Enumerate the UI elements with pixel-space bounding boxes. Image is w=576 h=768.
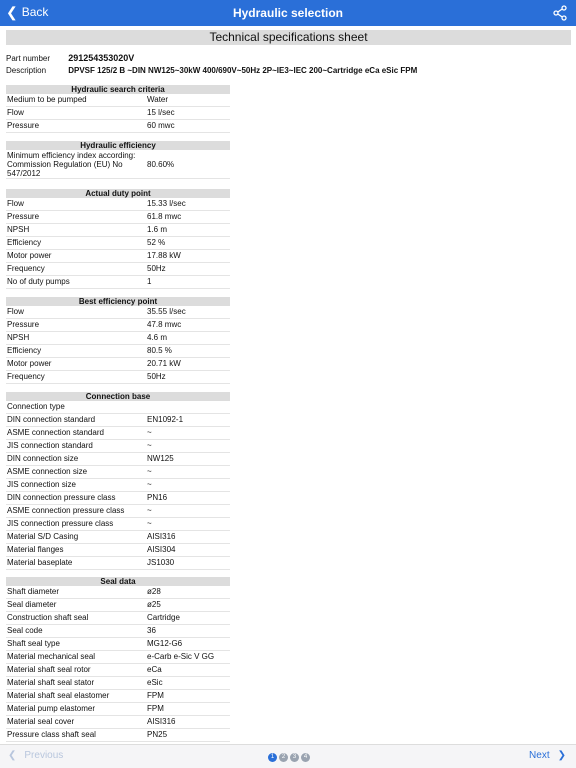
part-number-row (6, 53, 134, 63)
spec-row (6, 453, 230, 466)
spec-label: Shaft diameter (7, 587, 60, 596)
spec-row (6, 677, 230, 690)
spec-row (6, 599, 230, 612)
section-connection-base (6, 392, 230, 570)
spec-value: ~ (147, 467, 152, 476)
section-header: Seal data (6, 577, 230, 586)
spec-row (6, 466, 230, 479)
spec-row (6, 664, 230, 677)
spec-label: Motor power (7, 359, 52, 368)
spec-value: 15 l/sec (147, 108, 175, 117)
spec-label: Flow (7, 108, 24, 117)
share-icon[interactable] (552, 5, 568, 21)
spec-row (6, 250, 230, 263)
spec-label: Material shaft seal elastomer (7, 691, 110, 700)
spec-row (6, 319, 230, 332)
spec-label: Connection type (7, 402, 65, 411)
spec-label: JIS connection pressure class (7, 519, 114, 528)
section-duty-point (6, 189, 230, 289)
spec-value: 20.71 kW (147, 359, 181, 368)
spec-value: Water (147, 95, 169, 104)
previous-label: Previous (24, 750, 64, 761)
spec-row (6, 211, 230, 224)
description-row (6, 66, 417, 75)
section-efficiency (6, 141, 230, 179)
chevron-left-icon: ❮ (8, 750, 17, 761)
spec-label: Shaft seal type (7, 639, 60, 648)
spec-label: DIN connection standard (7, 415, 96, 424)
spec-row (6, 345, 230, 358)
spec-label: Motor power (7, 251, 52, 260)
spec-value: e-Carb e-Sic V GG (147, 652, 215, 661)
spec-row (6, 306, 230, 319)
spec-value: NW125 (147, 454, 174, 463)
spec-value: 35.55 l/sec (147, 307, 186, 316)
spec-value: 4.6 m (147, 333, 168, 342)
spec-value: ~ (147, 480, 152, 489)
spec-label: Frequency (7, 372, 45, 381)
spec-value: 80.60% (147, 160, 175, 169)
spec-row (6, 263, 230, 276)
spec-value: 17.88 kW (147, 251, 181, 260)
spec-row (6, 120, 230, 133)
section-best-efficiency (6, 297, 230, 384)
spec-value: 47.8 mwc (147, 320, 182, 329)
spec-row (6, 612, 230, 625)
spec-row (6, 224, 230, 237)
spec-row (6, 729, 230, 742)
page-dot[interactable]: 2 (279, 753, 288, 762)
spec-label: ASME connection pressure class (7, 506, 125, 515)
spec-label: Minimum efficiency index according: Commission Regulation (EU) No 547/2012 (7, 151, 136, 178)
spec-row (6, 479, 230, 492)
spec-row (6, 150, 230, 179)
spec-value: 36 (147, 626, 156, 635)
spec-label: JIS connection size (7, 480, 76, 489)
spec-label: Seal diameter (7, 600, 57, 609)
spec-label: Material S/D Casing (7, 532, 79, 541)
page-title: Hydraulic selection (232, 6, 344, 20)
spec-row (6, 198, 230, 211)
spec-row (6, 557, 230, 570)
sheet-title: Technical specifications sheet (6, 30, 571, 45)
spec-row (6, 690, 230, 703)
spec-value: PN16 (147, 493, 168, 502)
spec-label: Pressure (7, 121, 40, 130)
spec-row (6, 544, 230, 557)
spec-label: Material seal cover (7, 717, 75, 726)
footer-bar (0, 744, 576, 768)
description-value: DPVSF 125/2 B ~DIN NW125~30kW 400/690V~50Hz 2P~IE3~IEC 200~Cartridge eCa eSic FPM (68, 66, 418, 75)
spec-value: 60 mwc (147, 121, 175, 130)
spec-value: 52 % (147, 238, 166, 247)
spec-label: ASME connection size (7, 467, 88, 476)
spec-row (6, 107, 230, 120)
spec-value: 15.33 l/sec (147, 199, 186, 208)
spec-value: ~ (147, 441, 152, 450)
spec-row (6, 401, 230, 414)
spec-value: ~ (147, 519, 152, 528)
spec-row (6, 703, 230, 716)
spec-label: DIN connection size (7, 454, 79, 463)
spec-value: 80.5 % (147, 346, 172, 355)
spec-value: ø25 (147, 600, 161, 609)
spec-label: Material pump elastomer (7, 704, 96, 713)
spec-label: Material flanges (7, 545, 64, 554)
page-indicator (268, 753, 310, 762)
spec-value: ~ (147, 506, 152, 515)
spec-label: JIS connection standard (7, 441, 93, 450)
section-search (6, 85, 230, 133)
section-header: Actual duty point (6, 189, 230, 198)
spec-value: FPM (147, 691, 164, 700)
spec-label: No of duty pumps (7, 277, 70, 286)
spec-value: Cartridge (147, 613, 180, 622)
spec-row (6, 716, 230, 729)
spec-label: Efficiency (7, 238, 42, 247)
spec-row (6, 237, 230, 250)
spec-row (6, 276, 230, 289)
spec-row (6, 531, 230, 544)
spec-row (6, 94, 230, 107)
spec-row (6, 358, 230, 371)
spec-label: Pressure (7, 212, 40, 221)
section-header: Hydraulic search criteria (6, 85, 230, 94)
spec-row (6, 440, 230, 453)
description-label: Description (6, 66, 47, 75)
spec-label: Efficiency (7, 346, 42, 355)
spec-row (6, 518, 230, 531)
spec-label: ASME connection standard (7, 428, 104, 437)
page-dot[interactable]: 4 (301, 753, 310, 762)
spec-label: NPSH (7, 333, 30, 342)
spec-label: DIN connection pressure class (7, 493, 116, 502)
spec-row (6, 414, 230, 427)
chevron-left-icon: ❮ (6, 4, 18, 20)
section-seal-data (6, 577, 230, 742)
next-button[interactable] (529, 750, 566, 761)
spec-label: Medium to be pumped (7, 95, 87, 104)
spec-label: Pressure (7, 320, 40, 329)
spec-label: Seal code (7, 626, 43, 635)
spec-label: NPSH (7, 225, 30, 234)
spec-value: ø28 (147, 587, 161, 596)
page-dot[interactable]: 1 (268, 753, 277, 762)
spec-value (147, 401, 230, 413)
spec-value: PN25 (147, 730, 168, 739)
spec-row (6, 371, 230, 384)
spec-row (6, 651, 230, 664)
spec-row (6, 505, 230, 518)
spec-value: AISI316 (147, 532, 176, 541)
chevron-right-icon: ❯ (557, 750, 566, 761)
spec-value: 1.6 m (147, 225, 168, 234)
spec-value: eCa (147, 665, 162, 674)
spec-value: AISI316 (147, 717, 176, 726)
spec-value: 61.8 mwc (147, 212, 182, 221)
spec-value: EN1092-1 (147, 415, 184, 424)
back-label: Back (21, 5, 49, 19)
spec-value: AISI304 (147, 545, 176, 554)
previous-button[interactable] (8, 750, 63, 761)
spec-value: 1 (147, 277, 152, 286)
spec-label: Material baseplate (7, 558, 73, 567)
spec-label: Frequency (7, 264, 45, 273)
spec-row (6, 638, 230, 651)
part-number-label: Part number (6, 54, 51, 63)
spec-value: 50Hz (147, 264, 166, 273)
section-header: Hydraulic efficiency (6, 141, 230, 150)
spec-label: Pressure class shaft seal (7, 730, 96, 739)
spec-value: JS1030 (147, 558, 175, 567)
spec-value: ~ (147, 428, 152, 437)
spec-label: Flow (7, 199, 24, 208)
spec-label: Material shaft seal stator (7, 678, 95, 687)
nav-bar (0, 0, 576, 26)
spec-row (6, 332, 230, 345)
spec-row (6, 586, 230, 599)
spec-label: Flow (7, 307, 24, 316)
spec-value: MG12-G6 (147, 639, 183, 648)
part-number-value: 291254353020V (68, 53, 135, 63)
spec-row (6, 427, 230, 440)
spec-row (6, 492, 230, 505)
spec-value: FPM (147, 704, 164, 713)
section-header: Connection base (6, 392, 230, 401)
page-dot[interactable]: 3 (290, 753, 299, 762)
spec-value: eSic (147, 678, 163, 687)
section-header: Best efficiency point (6, 297, 230, 306)
spec-row (6, 625, 230, 638)
spec-label: Material mechanical seal (7, 652, 96, 661)
spec-label: Construction shaft seal (7, 613, 89, 622)
next-label: Next (529, 750, 550, 761)
spec-value: 50Hz (147, 372, 166, 381)
spec-label: Material shaft seal rotor (7, 665, 91, 674)
